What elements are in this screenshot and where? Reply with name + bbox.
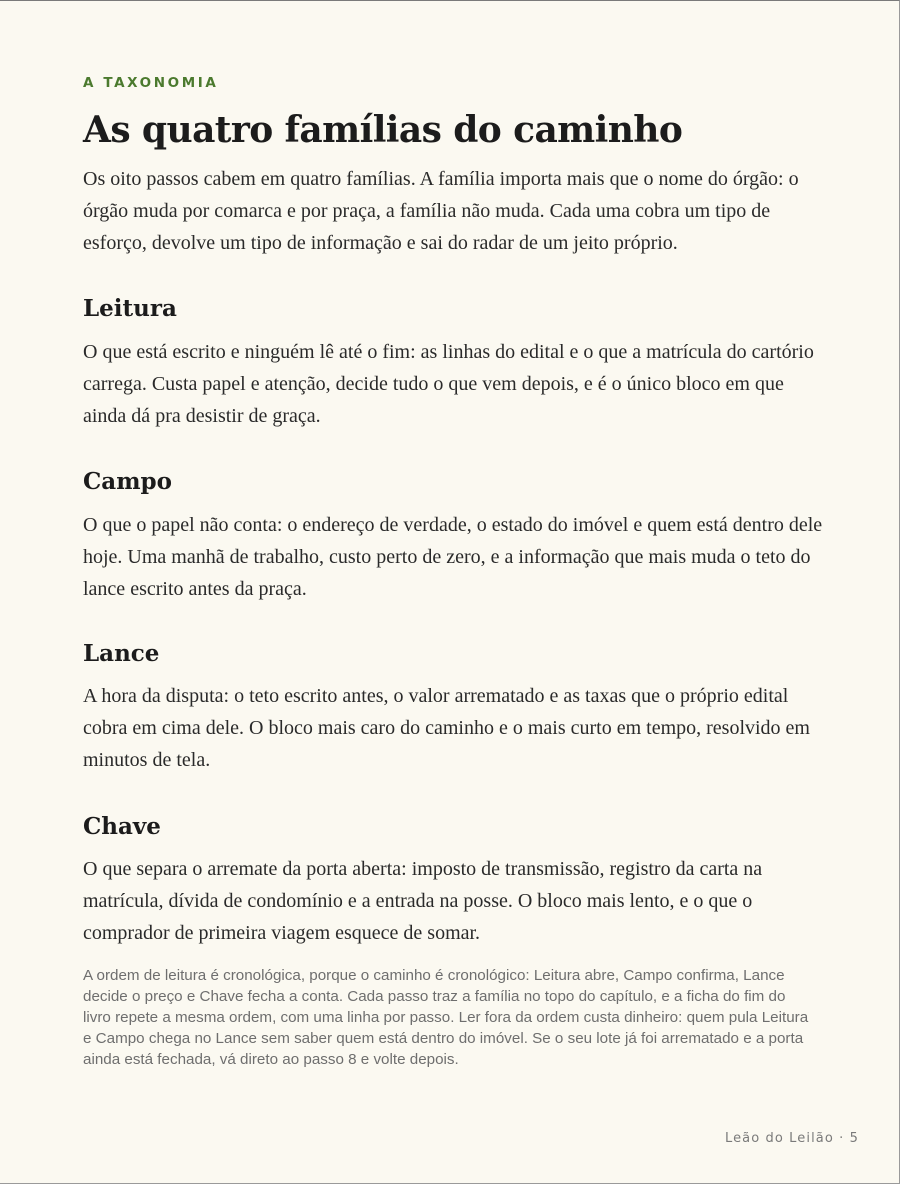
section-eyebrow: A TAXONOMIA	[83, 75, 219, 91]
heading-chave: Chave	[83, 813, 161, 840]
heading-leitura: Leitura	[83, 295, 177, 322]
body-chave: O que separa o arremate da porta aberta: imposto de transmissão, registro da carta na matrícula, dívida de condomínio e a entrada na posse. O bloco mais lento, e o que o comprador de primeira viagem esquece de somar.	[83, 858, 763, 944]
page-footer: Leão do Leilão · 5	[724, 1131, 859, 1146]
body-leitura: O que está escrito e ninguém lê até o fim: as linhas do edital e o que a matrícula do cartório carrega. Custa papel e atenção, decide tudo o que vem depois, e é o único bloco em que ainda dá pra desistir de graça.	[83, 341, 814, 427]
heading-campo: Campo	[83, 468, 172, 495]
reading-order-note: A ordem de leitura é cronológica, porque o caminho é cronológico: Leitura abre, Campo confirma, Lance decide o preço e Chave fecha a conta. Cada passo traz a família no topo do capítulo, e a ficha do fim do livro repete a mesma ordem, com uma linha por passo. Ler fora da ordem custa dinheiro: quem pula Leitura e Campo chega no Lance sem saber quem está dentro do imóvel. Se o seu lote já foi arrematado e a porta ainda está fechada, vá direto ao passo 8 e volte depois.	[83, 967, 809, 1068]
heading-lance: Lance	[83, 640, 160, 667]
body-campo: O que o papel não conta: o endereço de verdade, o estado do imóvel e quem está dentro dele hoje. Uma manhã de trabalho, custo perto de zero, e a informação que mais muda o teto do lance escrito antes da praça.	[83, 514, 823, 600]
intro-paragraph: Os oito passos cabem em quatro famílias. A família importa mais que o nome do órgão: o órgão muda por comarca e por praça, a família não muda. Cada uma cobra um tipo de esforço, devolve um tipo de informação e sai do radar de um jeito próprio.	[83, 168, 799, 254]
body-lance: A hora da disputa: o teto escrito antes, o valor arrematado e as taxas que o próprio edital cobra em cima dele. O bloco mais caro do caminho e o mais curto em tempo, resolvido em minutos de tela.	[83, 685, 810, 771]
page-title: As quatro famílias do caminho	[83, 109, 683, 151]
